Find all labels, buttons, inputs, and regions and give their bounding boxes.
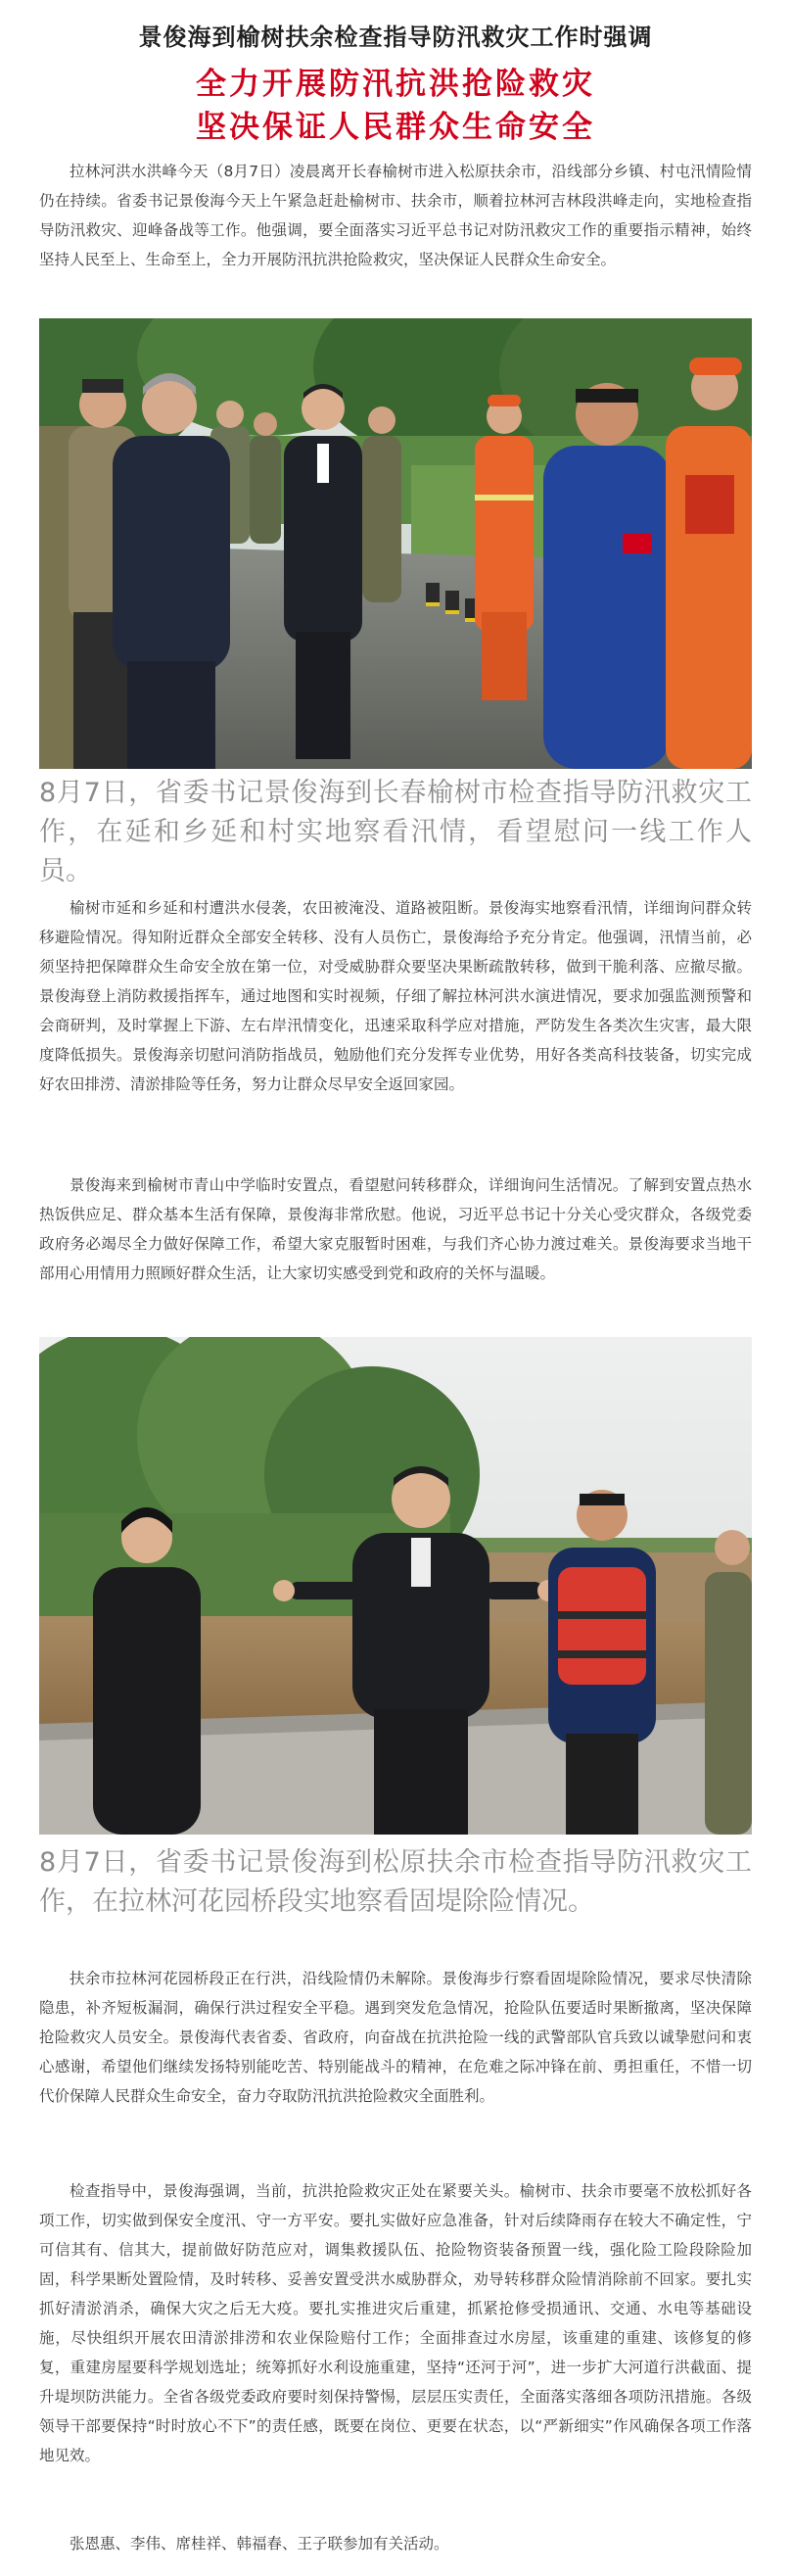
photo-2-caption: 8月7日，省委书记景俊海到松原扶余市检查指导防汛救灾工作，在拉林河花园桥段实地察看固堤除险情况。	[39, 1847, 752, 1917]
article-headline-line-2: 坚决保证人民群众生命安全	[196, 110, 595, 145]
yushu-photo-illustration	[39, 318, 752, 769]
paragraph-5: 检查指导中，景俊海强调，当前，抗洪抢险救灾正处在紧要关头。榆树市、扶余市要毫不放松抓好各项工作，切实做到保安全度汛、守一方平安。要扎实做好应急准备，针对后续降雨存在较大不确定性，宁可信其有、信其大，提前做好防范应对，调集救援队伍、抢险物资装备预置一线，强化险工险段除险加固，科学果断处置险情，及时转移、妥善安置受洪水威胁群众，劝导转移群众险情消除前不回家。要扎实抓好清淤消杀，确保大灾之后无大疫。要扎实推进灾后重建，抓紧抢修受损通讯、交通、水电等基础设施，尽快组织开展农田清淤排涝和农业保险赔付工作；全面排查过水房屋，该重建的重建、该修复的修复，重建房屋要科学规划选址；统筹抓好水利设施重建，坚持“还河于河”，进一步扩大河道行洪截面、提升堤坝防洪能力。全省各级党委政府要时刻保持警惕，层层压实责任，全面落实落细各项防汛措施。各级领导干部要保持“时时放心不下”的责任感，既要在岗位、更要在状态，以“严新细实”作风确保各项工作落地见效。	[39, 2182, 752, 2464]
attendees-note: 张恩惠、李伟、席桂祥、韩福春、王子联参加有关活动。	[70, 2535, 449, 2552]
photo-1-caption: 8月7日，省委书记景俊海到长春榆树市检查指导防汛救灾工作，在延和乡延和村实地察看汛情，看望慰问一线工作人员。	[39, 778, 752, 886]
article-kicker: 景俊海到榆树扶余检查指导防汛救灾工作时强调	[138, 23, 653, 51]
article-headline-line-1: 全力开展防汛抗洪抢险救灾	[196, 67, 595, 102]
paragraph-2: 榆树市延和乡延和村遭洪水侵袭，农田被淹没、道路被阻断。景俊海实地察看汛情，详细询问群众转移避险情况。得知附近群众全部安全转移、没有人员伤亡，景俊海给予充分肯定。他强调，汛情当前，必须坚持把保障群众生命安全放在第一位，对受威胁群众要坚决果断疏散转移，做到干脆利落、应撤尽撤。景俊海登上消防救援指挥车，通过地图和实时视频，仔细了解拉林河洪水演进情况，要求加强监测预警和会商研判，及时掌握上下游、左右岸汛情变化，迅速采取科学应对措施，严防发生各类次生灾害，最大限度降低损失。景俊海亲切慰问消防指战员，勉励他们充分发挥专业优势，用好各类高科技装备，切实完成好农田排涝、清淤排险等任务，努力让群众尽早安全返回家园。	[39, 899, 752, 1093]
yushu-inspection-photo	[39, 318, 752, 769]
fuyu-photo-illustration	[39, 1337, 752, 1835]
fuyu-inspection-photo	[39, 1337, 752, 1835]
lead-paragraph: 拉林河洪水洪峰今天（8月7日）凌晨离开长春榆树市进入松原扶余市，沿线部分乡镇、村屯汛情险情仍在持续。省委书记景俊海今天上午紧急赶赴榆树市、扶余市，顺着拉林河吉林段洪峰走向，实地检查指导防汛救灾、迎峰备战等工作。他强调，要全面落实习近平总书记对防汛救灾工作的重要指示精神，始终坚持人民至上、生命至上，全力开展防汛抗洪抢险救灾，坚决保证人民群众生命安全。	[39, 163, 752, 268]
paragraph-3: 景俊海来到榆树市青山中学临时安置点，看望慰问转移群众，详细询问生活情况。了解到安置点热水热饭供应足、群众基本生活有保障，景俊海非常欣慰。他说，习近平总书记十分关心受灾群众，各级党委政府务必竭尽全力做好保障工作，希望大家克服暂时困难，与我们齐心协力渡过难关。景俊海要求当地干部用心用情用力照顾好群众生活，让大家切实感受到党和政府的关怀与温暖。	[39, 1176, 752, 1282]
paragraph-4: 扶余市拉林河花园桥段正在行洪，沿线险情仍未解除。景俊海步行察看固堤除险情况，要求尽快清除隐患，补齐短板漏洞，确保行洪过程安全平稳。遇到突发危急情况，抢险队伍要适时果断撤离，坚决保障抢险救灾人员安全。景俊海代表省委、省政府，向奋战在抗洪抢险一线的武警部队官兵致以诚挚慰问和衷心感谢，希望他们继续发扬特别能吃苦、特别能战斗的精神，在危难之际冲锋在前、勇担重任，不惜一切代价保障人民群众生命安全，奋力夺取防汛抗洪抢险救灾全面胜利。	[39, 1970, 752, 2105]
